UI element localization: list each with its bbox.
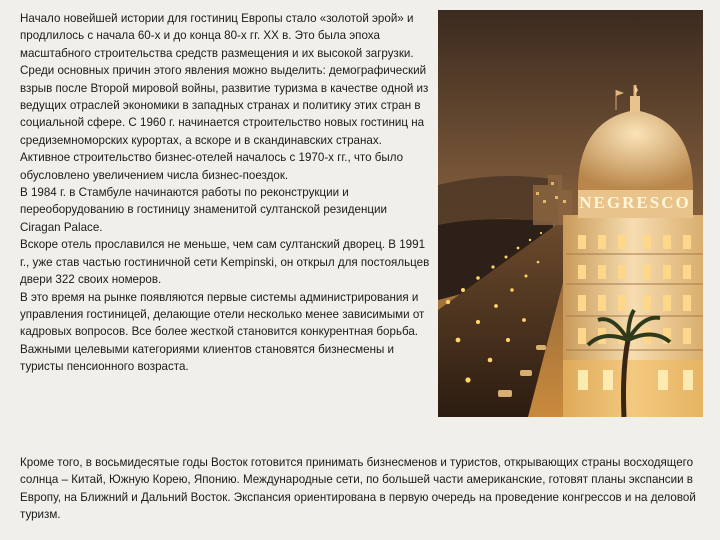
hotel-sign: NEGRESCO (579, 193, 691, 212)
paragraph-kempinski: Вскоре отель прославился не меньше, чем сам султанский дворец. В 1991 г., уже став частью гостиничной сети Kempinski, он открыл для постояльцев двери 322 своих номеров. (20, 238, 430, 287)
bottom-text-block (20, 454, 710, 524)
paragraph-east-expansion: Кроме того, в восьмидесятые годы Восток готовится принимать бизнесменов и туристов, открывающих страны восходящего солнца – Китай, Южную Корею, Японию. Международные сети, по большей части американские, готовят планы экспансии в Европу, на Ближний и Дальний Восток. Экспансия ориентирована в первую очередь на проведение конгрессов и на деловой туризм. (20, 456, 696, 522)
paragraph-ciragan-reconstruction: В 1984 г. в Стамбуле начинаются работы по реконструкции и переоборудованию в гостиницу знаменитой султанской резиденции Ciragan Palace. (20, 186, 388, 234)
main-text-column (20, 10, 430, 376)
paragraph-management-systems: В это время на рынке появляются первые системы администрирования и управления гостиницей, делающие отели несколько менее зависимыми от кадровых вопросов. Все более жесткой становится конкурентная борьба. Важными целевыми категориями клиентов становятся бизнесмены и туристы пенсионного возраста. (20, 290, 425, 374)
hotel-negresco-photo (438, 10, 703, 417)
paragraph-golden-era: Начало новейшей истории для гостиниц Европы стало «золотой эрой» и продлилось с начала 60-х и до конца 80-х гг. XX в. Это была эпоха масштабного строительства средств размещения и их высокой загрузки. Среди основных причин этого явления можно выделить: демографический взрыв после Второй мировой войны, развитие туризма в качестве одной из ведущих отраслей экономики в западных странах и политику этих стран в социальной сфере. С 1960 г. начинается строительство новых гостиниц на средиземноморских курортах, а вскоре и в скандинавских странах. Активное строительство бизнес-отелей началось с 1970-х гг., что было обусловлено увеличением числа бизнес-поездок. (20, 12, 429, 182)
